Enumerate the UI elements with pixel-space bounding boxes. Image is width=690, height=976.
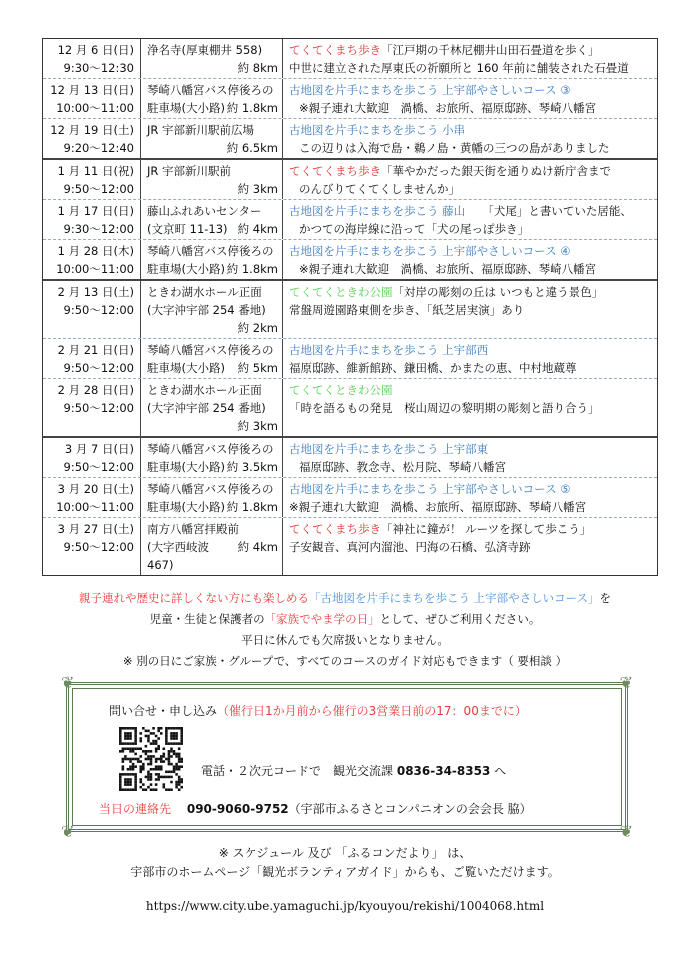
schedule-row xyxy=(43,118,657,158)
schedule-row xyxy=(43,517,657,575)
note-text: を xyxy=(599,591,612,605)
course-title-line xyxy=(289,202,653,220)
course-description: のんびりてくてくしませんか」 xyxy=(299,182,460,196)
course-tag: てくてくまち歩き xyxy=(289,164,381,178)
schedule-row xyxy=(43,39,657,78)
course-cell xyxy=(283,379,657,436)
note-text: 平日に休んでも欠席扱いとなりません。 xyxy=(241,633,449,647)
place-cell xyxy=(141,478,283,517)
day-contact-name: （宇部市ふるさとコンパニオンの会会長 脇） xyxy=(288,802,532,816)
month-group xyxy=(43,39,657,158)
place-line xyxy=(147,359,278,377)
time: 10:00～11:00 xyxy=(56,500,134,514)
course-title: 「神社に鐘が！ ルーツを探して歩こう」 xyxy=(381,522,592,536)
course-cell xyxy=(283,39,657,78)
place-line xyxy=(147,99,278,117)
place-line xyxy=(147,81,278,99)
date: 12 月 13 日(日) xyxy=(50,83,134,97)
course-description: かつての海岸線に沿って「犬の尾っぽ歩き」 xyxy=(299,222,529,236)
place-text: 琴崎八幡宮バス停後ろの xyxy=(147,442,274,456)
place-line xyxy=(147,458,278,476)
place-cell xyxy=(141,379,283,436)
event-name: 「家族でやま学の日」 xyxy=(264,612,380,626)
date: 2 月 21 日(日) xyxy=(57,343,134,357)
schedule-row xyxy=(43,281,657,338)
course-title-line xyxy=(289,81,653,99)
ornament-icon: ❦ xyxy=(61,673,75,692)
time: 9:20～12:40 xyxy=(63,141,134,155)
course-cell xyxy=(283,200,657,239)
schedule-table xyxy=(42,38,658,576)
date-cell xyxy=(43,240,141,279)
course-description: 子安観音、真河内溜池、円海の石橋、弘済寺跡 xyxy=(289,540,531,554)
place-text: 浄名寺(厚東棚井 558) xyxy=(147,43,263,57)
course-title-line xyxy=(289,520,653,538)
place-line xyxy=(147,480,278,498)
course-title-line xyxy=(289,242,653,260)
place-text: (大字沖宇部 254 番地) xyxy=(147,303,266,317)
place-line xyxy=(147,498,278,516)
place-text: ときわ湖水ホール正面 xyxy=(147,285,262,299)
footer xyxy=(0,844,690,882)
course-description: 常盤周遊園路東側を歩き、「紙芝居実演」あり xyxy=(289,303,525,317)
place-text: 駐車場(大小路) xyxy=(147,262,225,276)
time: 9:50～12:00 xyxy=(63,401,134,415)
time: 9:50～12:00 xyxy=(63,540,134,554)
day-contact-label: 当日の連絡先 xyxy=(99,802,172,816)
contact-box xyxy=(61,673,633,841)
place-cell xyxy=(141,339,283,378)
place-text: 藤山ふれあいセンター xyxy=(147,204,262,218)
time: 9:50～12:00 xyxy=(63,361,134,375)
schedule-row xyxy=(43,239,657,279)
course-title: 「対岸の彫刻の丘は いつもと違う景色」 xyxy=(392,285,604,299)
ornament-icon: ❦ xyxy=(61,822,75,841)
course-description: ※親子連れ大歓迎 渦橋、お旅所、福原邸跡、琴崎八幡宮 xyxy=(299,262,597,276)
distance: 約 1.8km xyxy=(226,262,278,276)
schedule-row xyxy=(43,160,657,199)
date: 1 月 11 日(祝) xyxy=(57,164,134,178)
course-title-line xyxy=(289,381,653,399)
place-text: JR 宇部新川駅前 xyxy=(147,164,232,178)
footer-line: ※ スケジュール 及び 「ふるコンだより」 は、 xyxy=(218,846,472,860)
date: 1 月 17 日(日) xyxy=(57,204,134,218)
distance: 約 4km xyxy=(237,222,278,236)
place-cell xyxy=(141,119,283,158)
schedule-row xyxy=(43,477,657,517)
place-line xyxy=(147,121,278,139)
place-line xyxy=(147,341,278,359)
place-text: ときわ湖水ホール正面 xyxy=(147,383,262,397)
time: 9:50～12:00 xyxy=(63,182,134,196)
month-group xyxy=(43,158,657,279)
place-text: 駐車場(大小路) xyxy=(147,500,225,514)
date: 3 月 27 日(土) xyxy=(57,522,134,536)
inquiry-label: 問い合せ・申し込み xyxy=(109,704,218,718)
course-title: 「犬尾」と書いていた居能、 xyxy=(465,204,632,218)
course-title-line xyxy=(289,162,653,180)
place-cell xyxy=(141,518,283,575)
course-description: ※親子連れ大歓迎 渦橋、お旅所、福原邸跡、琴崎八幡宮 xyxy=(299,101,597,115)
date-cell xyxy=(43,518,141,575)
course-tag: 古地図を片手にまちを歩こう 上宇部東 xyxy=(289,442,489,456)
place-text: 琴崎八幡宮バス停後ろの xyxy=(147,482,274,496)
time: 9:50～12:00 xyxy=(63,460,134,474)
place-line xyxy=(147,381,278,399)
course-cell xyxy=(283,438,657,477)
place-line xyxy=(147,399,278,417)
schedule-row xyxy=(43,199,657,239)
place-line xyxy=(147,301,278,319)
notes xyxy=(0,588,690,672)
place-text: 駐車場(大小路) xyxy=(147,101,225,115)
place-cell xyxy=(141,438,283,477)
place-line xyxy=(147,162,278,180)
distance: 約 6.5km xyxy=(226,141,278,155)
ornament-icon: ❦ xyxy=(619,822,633,841)
tel-suffix: へ xyxy=(494,764,507,778)
course-title-line xyxy=(289,480,653,498)
place-text: 琴崎八幡宮バス停後ろの xyxy=(147,343,274,357)
course-cell xyxy=(283,119,657,158)
deadline-text: （催行日1か月前から催行の3営業日前の17：00までに） xyxy=(217,704,527,718)
distance: 約 5km xyxy=(237,361,278,375)
place-cell xyxy=(141,200,283,239)
tel-text: 電話・２次元コードで 観光交流課 xyxy=(201,764,394,778)
date-cell xyxy=(43,79,141,118)
note-text: として、ぜひご利用ください。 xyxy=(379,612,541,626)
month-group xyxy=(43,279,657,436)
place-text: 駐車場(大小路) xyxy=(147,460,225,474)
course-cell xyxy=(283,240,657,279)
place-cell xyxy=(141,281,283,338)
distance: 約 4km xyxy=(237,540,278,554)
date-cell xyxy=(43,200,141,239)
course-tag: 古地図を片手にまちを歩こう 藤山 xyxy=(289,204,466,218)
date-cell xyxy=(43,160,141,199)
course-tag: てくてくまち歩き xyxy=(289,43,381,57)
schedule-row xyxy=(43,378,657,436)
month-group xyxy=(43,436,657,575)
place-text: 駐車場(大小路) xyxy=(147,361,225,375)
place-line xyxy=(147,41,278,59)
place-line xyxy=(147,440,278,458)
course-title-line xyxy=(289,341,653,359)
place-cell xyxy=(141,160,283,199)
schedule-row xyxy=(43,338,657,378)
date-cell xyxy=(43,438,141,477)
distance: 約 8km xyxy=(237,61,278,75)
time: 10:00～11:00 xyxy=(56,101,134,115)
date: 2 月 28 日(日) xyxy=(57,383,134,397)
distance: 約 3km xyxy=(237,182,278,196)
place-line xyxy=(147,538,278,574)
distance: 約 2km xyxy=(237,321,278,335)
course-tag: 古地図を片手にまちを歩こう 上宇部やさしいコース ④ xyxy=(289,244,571,258)
date-cell xyxy=(43,39,141,78)
course-title: 「華やかだった銀天街を通りぬけ新庁舎まで xyxy=(381,164,611,178)
course-tag: 古地図を片手にまちを歩こう 小串 xyxy=(289,123,466,137)
course-tag: 古地図を片手にまちを歩こう 上宇部西 xyxy=(289,343,489,357)
course-description: 福原邸跡、教念寺、松月院、琴崎八幡宮 xyxy=(299,460,506,474)
place-line xyxy=(147,283,278,301)
place-text: 琴崎八幡宮バス停後ろの xyxy=(147,244,274,258)
course-cell xyxy=(283,339,657,378)
schedule-row xyxy=(43,438,657,477)
date: 12 月 19 日(土) xyxy=(50,123,134,137)
course-name: 「古地図を片手にまちを歩こう 上宇部やさしいコース」 xyxy=(308,591,600,605)
place-text: (文京町 11-13) xyxy=(147,222,228,236)
qr-code[interactable] xyxy=(119,727,183,791)
date-cell xyxy=(43,119,141,158)
time: 9:30～12:30 xyxy=(63,61,134,75)
course-cell xyxy=(283,160,657,199)
date-cell xyxy=(43,478,141,517)
course-description: ※親子連れ大歓迎 渦橋、お旅所、福原邸跡、琴崎八幡宮 xyxy=(289,500,587,514)
course-title-line xyxy=(289,121,653,139)
place-text: 南方八幡宮拝殿前 xyxy=(147,522,239,536)
place-cell xyxy=(141,240,283,279)
place-text: (大字沖宇部 254 番地) xyxy=(147,401,266,415)
course-description: 福原邸跡、維新館跡、鎌田橋、かまたの恵、中村地蔵尊 xyxy=(289,361,577,375)
ornament-icon: ❦ xyxy=(619,673,633,692)
time: 9:50～12:00 xyxy=(63,303,134,317)
date: 2 月 13 日(土) xyxy=(57,285,134,299)
course-title-line xyxy=(289,283,653,301)
course-tag: 古地図を片手にまちを歩こう 上宇部やさしいコース ⑤ xyxy=(289,482,571,496)
course-title-line xyxy=(289,41,653,59)
place-line xyxy=(147,242,278,260)
distance: 約 1.8km xyxy=(226,500,278,514)
place-text: 琴崎八幡宮バス停後ろの xyxy=(147,83,274,97)
schedule-row xyxy=(43,78,657,118)
course-description: この辺りは入海で島・鵜ノ島・黄幡の三つの島がありました xyxy=(299,141,610,155)
date-cell xyxy=(43,281,141,338)
course-title: 「江戸期の千林尼棚井山田石畳道を歩く」 xyxy=(381,43,600,57)
place-line xyxy=(147,520,278,538)
place-text: JR 宇部新川駅前広場 xyxy=(147,123,255,137)
course-tag: てくてくときわ公園 xyxy=(289,285,393,299)
footer-line: 宇部市のホームページ「観光ボランティアガイド」からも、ご覧いただけます。 xyxy=(130,865,560,879)
day-contact-number: 090-9060-9752 xyxy=(186,802,289,816)
distance: 約 3.5km xyxy=(226,460,278,474)
place-text: (大字西岐波 467) xyxy=(147,540,209,572)
course-title-line xyxy=(289,440,653,458)
note-text: 児童・生徒と保護者の xyxy=(149,612,265,626)
note-text: 親子連れや歴史に詳しくない方にも楽しめる xyxy=(78,591,309,605)
course-cell xyxy=(283,79,657,118)
date-cell xyxy=(43,379,141,436)
course-tag: てくてくときわ公園 xyxy=(289,383,393,397)
place-line xyxy=(147,202,278,220)
date-cell xyxy=(43,339,141,378)
date: 3 月 7 日(日) xyxy=(64,442,134,456)
course-description: 「時を語るもの発見 桜山周辺の黎明期の彫刻と語り合う」 xyxy=(289,401,600,415)
tel-number: 0836-34-8353 xyxy=(396,764,491,778)
place-line xyxy=(147,220,278,238)
course-description: 中世に建立された厚東氏の祈願所と 160 年前に舗装された石畳道 xyxy=(289,61,629,75)
note-text: ※ 別の日にご家族・グループで、すべてのコースのガイド対応もできます（ 要相談 ） xyxy=(122,654,568,668)
distance: 約 3km xyxy=(237,419,278,433)
place-cell xyxy=(141,39,283,78)
time: 9:30～12:00 xyxy=(63,222,134,236)
date: 1 月 28 日(木) xyxy=(57,244,134,258)
course-tag: 古地図を片手にまちを歩こう 上宇部やさしいコース ③ xyxy=(289,83,571,97)
place-cell xyxy=(141,79,283,118)
course-cell xyxy=(283,478,657,517)
place-line xyxy=(147,260,278,278)
distance: 約 1.8km xyxy=(226,101,278,115)
course-tag: てくてくまち歩き xyxy=(289,522,381,536)
date: 3 月 20 日(土) xyxy=(57,482,134,496)
course-cell xyxy=(283,281,657,338)
date: 12 月 6 日(日) xyxy=(57,43,134,57)
course-cell xyxy=(283,518,657,575)
website-url[interactable]: https://www.city.ube.yamaguchi.jp/kyouyou/rekishi/1004068.html xyxy=(145,899,545,913)
time: 10:00～11:00 xyxy=(56,262,134,276)
